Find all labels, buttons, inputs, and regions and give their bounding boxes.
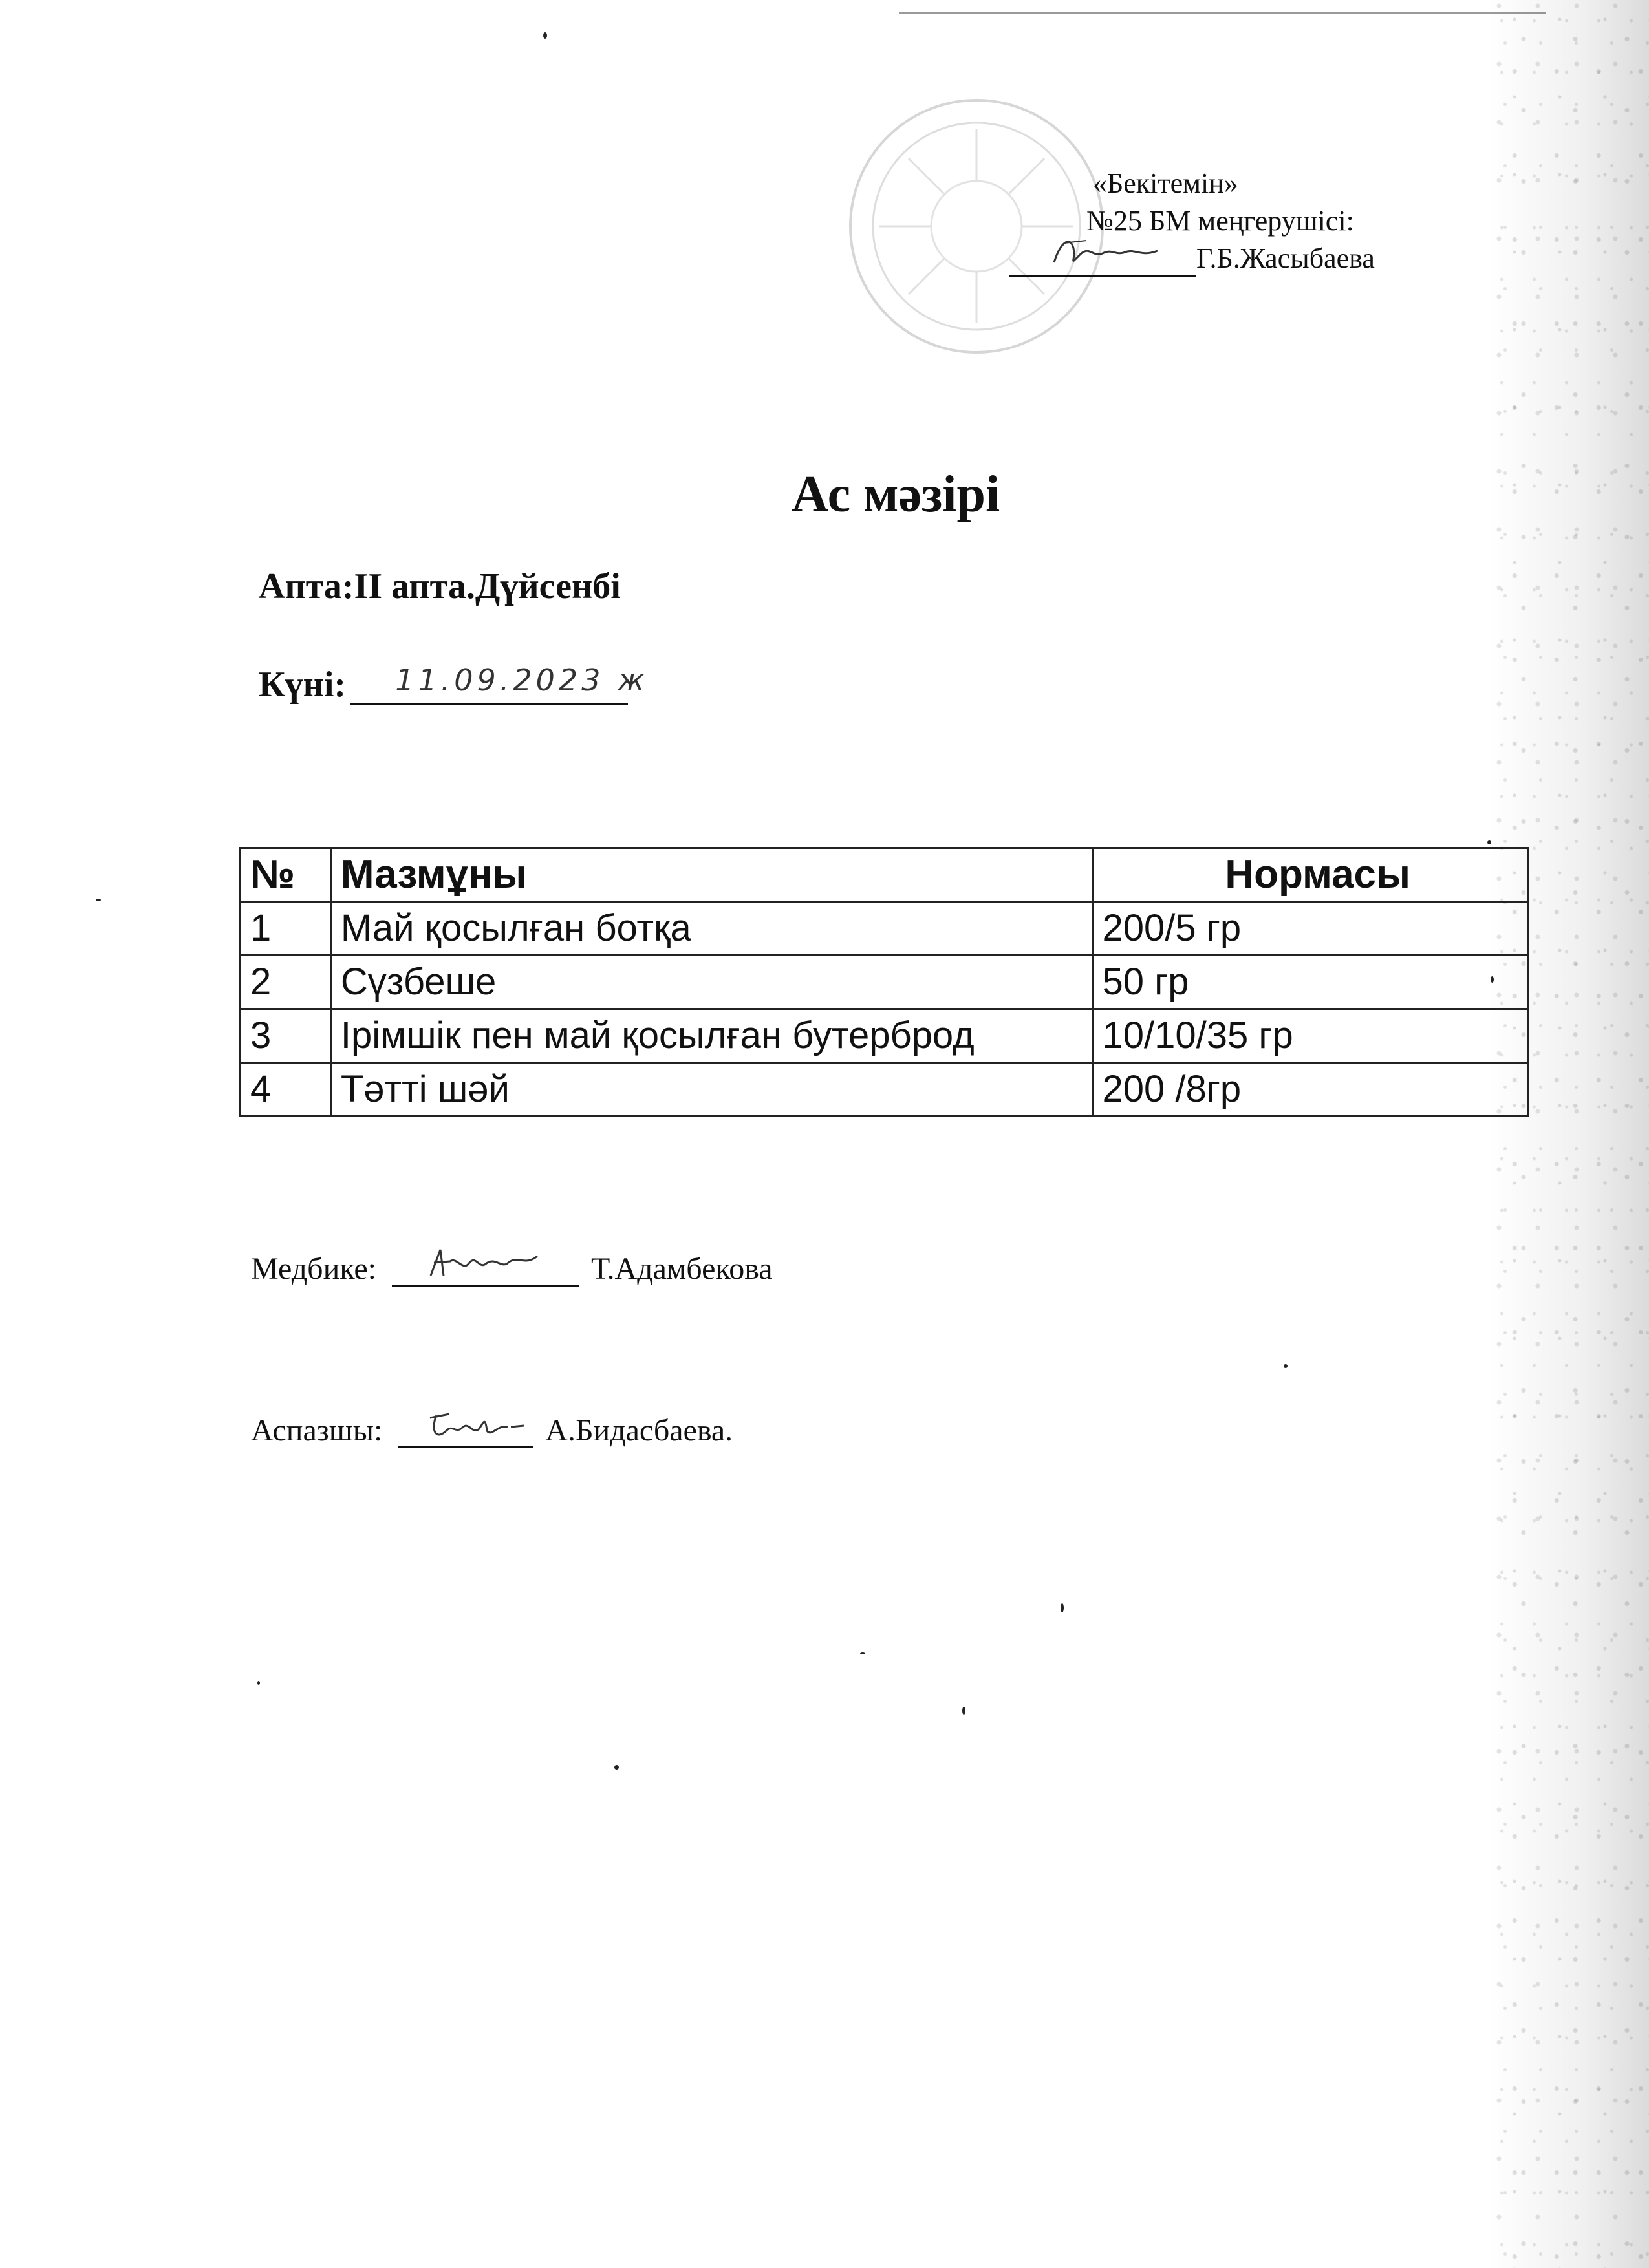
date-line — [259, 663, 649, 705]
nurse-signature-mark — [405, 1243, 573, 1289]
scan-speck — [543, 32, 547, 39]
nurse-line — [251, 1251, 773, 1287]
scan-edge-noise — [1487, 0, 1649, 2268]
row-norm: 200/5 гр — [1092, 902, 1528, 956]
cook-signature — [398, 1414, 534, 1448]
scan-speck — [1284, 1364, 1288, 1368]
row-norm: 50 гр — [1092, 956, 1528, 1009]
cook-signature-mark — [411, 1405, 546, 1450]
approval-block — [1009, 165, 1461, 277]
date-value: 11.09.2023 ж — [395, 663, 649, 698]
scan-speck — [257, 1681, 260, 1685]
row-content: Ірімшік пен май қосылған бутерброд — [330, 1009, 1092, 1063]
nurse-name: Т.Адамбекова — [591, 1252, 773, 1286]
table-row — [241, 956, 1528, 1009]
director-name: Г.Б.Жасыбаева — [1196, 242, 1375, 274]
row-norm: 10/10/35 гр — [1092, 1009, 1528, 1063]
scan-speck — [1487, 840, 1491, 844]
header-norm: Нормасы — [1092, 848, 1528, 902]
scan-speck — [96, 899, 101, 901]
scan-speck — [962, 1707, 965, 1715]
scan-speck — [614, 1765, 619, 1770]
director-signature-mark — [1009, 229, 1196, 274]
cook-name: А.Бидасбаева. — [545, 1413, 733, 1448]
week-line: Апта:II апта.Дүйсенбі — [259, 566, 621, 606]
row-number: 2 — [241, 956, 331, 1009]
scan-speck — [1061, 1603, 1064, 1612]
row-number: 3 — [241, 1009, 331, 1063]
nurse-signature — [392, 1252, 579, 1287]
director-signature — [1009, 243, 1196, 277]
row-norm: 200 /8гр — [1092, 1063, 1528, 1117]
scan-top-line — [899, 12, 1546, 14]
table-row — [241, 1009, 1528, 1063]
date-label: Күні: — [259, 665, 347, 705]
row-content: Сүзбеше — [330, 956, 1092, 1009]
cook-label: Аспазшы: — [251, 1413, 383, 1448]
table-row — [241, 902, 1528, 956]
row-number: 1 — [241, 902, 331, 956]
approval-position: №25 БМ меңгерушісі: — [1086, 205, 1354, 237]
row-number: 4 — [241, 1063, 331, 1117]
row-content: Тәтті шәй — [330, 1063, 1092, 1117]
scan-speck — [1491, 976, 1494, 983]
nurse-label: Медбике: — [251, 1252, 377, 1286]
approval-signature-line — [1009, 240, 1461, 277]
table-header-row — [241, 848, 1528, 902]
header-content: Мазмұны — [330, 848, 1092, 902]
approval-heading: «Бекітемін» — [1093, 167, 1238, 199]
scan-speck — [860, 1652, 865, 1654]
date-field — [350, 663, 649, 705]
menu-table — [239, 847, 1529, 1117]
header-number: № — [241, 848, 331, 902]
row-content: Май қосылған ботқа — [330, 902, 1092, 956]
table-row — [241, 1063, 1528, 1117]
cook-line — [251, 1413, 733, 1448]
page-title: Ас мәзірі — [791, 466, 1000, 523]
